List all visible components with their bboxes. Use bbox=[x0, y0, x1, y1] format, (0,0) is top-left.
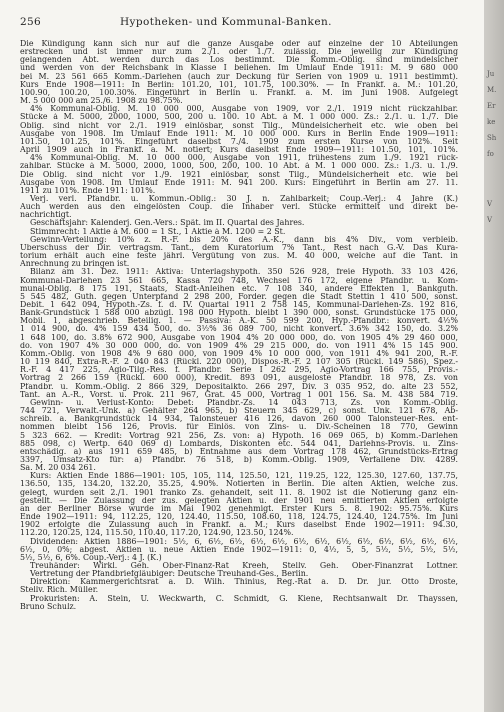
text-line: 10 119 840, Extra-R.-F. 2 040 843 (Rückl. 220 000), Dispos.-R.-F. 2 107 305 (Rückl. 149 586), Spez.- bbox=[20, 358, 458, 367]
text-line: do. von 1907 4% 30 000 000, do. von 1909 4% 29 215 000, do. von 1911 4% 15 145 900. bbox=[20, 341, 458, 350]
page-number: 256 bbox=[20, 16, 41, 28]
text-line: und werden von der Reichsbank in Klasse I beliehen. Im Umlauf Ende 1911: M. 9 680 000 bbox=[20, 64, 458, 73]
text-line: Ausgabe von 1908. Im Umlauf Ende 1911: M. 941 200. Kurs: Eingeführt in Berlin am 27. 11. bbox=[20, 178, 458, 187]
text-line: M. 5 000 000 am 25./6. 1908 zu 98.75%. bbox=[20, 97, 183, 106]
text-line: Direktion: Kammergerichtsrat a. D. Wilh. Thinius, Reg.-Rat a. D. Dr. jur. Otto Droste, bbox=[30, 578, 458, 587]
text-line: Verj. verl. Pfandbr. u. Kommun.-Oblig.: 30 J. n. Zahlbarkeit; Coup.-Verj.: 4 Jahre (K.) bbox=[30, 194, 458, 203]
text-line: Stimmrecht: 1 Aktie à M. 600 = 1 St., 1 Aktie à M. 1200 = 2 St. bbox=[30, 227, 286, 236]
text-line: Debit. 1 642 094, Hypoth.-Zs. f. d. IV. Quartal 1911 2 758 145, Kommunal-Darlehen-Zs. 192 816, bbox=[20, 301, 458, 309]
text-line: Auch werden aus den eingelösten Coup. die Inhaber verl. Stücke ermittelt und direkt be- bbox=[20, 203, 458, 212]
text-line: 100.90, 100.20, 100.30%. Eingeführt in Berlin u. Frankf. a. M. im Juni 1908. Aufgelegt bbox=[20, 88, 458, 97]
text-line: Pfandbr. u. Komm.-Oblig. 2 866 329, Depositalkto. 266 297, Div. 3 035 952, do. alte 23 552, bbox=[20, 382, 458, 391]
text-line: Bank-Grundstück 1 588 000 abzügl. 198 000 Hypoth. bleibt 1 390 000, sonst. Grundstücke 175 000, bbox=[20, 309, 458, 318]
text-line: nachrichtigt. bbox=[20, 211, 72, 220]
text-line: Ausgabe von 1908. Im Umlauf Ende 1911: M. 10 000 000. Kurs in Berlin Ende 1909—1911: bbox=[20, 129, 458, 138]
text-line: Mobil. 1, abgeschrieb. Beteilig. 1. — Passiva: A.-K. 50 599 200, Hyp.-Pfandbr.: konvert. 4½% bbox=[20, 317, 458, 326]
text-line: Ende 1902—1911: 94, 112.25, 120, 124.40, 115.50, 108.60, 118, 124.75, 124.40, 124.75%. Im Juni bbox=[20, 513, 458, 522]
running-title: Hypotheken- und Kommunal-Banken. bbox=[120, 16, 332, 28]
text-line: Vortrag 2 266 159 (Rückl. 600 000), Kredit. 893 091, ausgeloste Pfandbr. 18 978, Zs. von bbox=[20, 374, 458, 383]
text-line: Treuhänder: Wirkl. Geh. Ober-Finanz-Rat Kreeh, Stellv. Geh. Ober-Finanzrat Lottner. bbox=[30, 562, 458, 570]
text-line: Oblig. sind nicht vor 2./1. 1919 einlösbar, sonst Tilg., Mündelsicherheit etc. wie oben bei bbox=[20, 121, 458, 130]
text-line: 5 323 662. — Kredit: Vortrag 921 256, Zs. von: a) Hypoth. 16 069 065, b) Komm.-Darlehen bbox=[20, 431, 458, 440]
text-line: April 1909 auch in Frankf. a. M. notiert; Kurs daselbst Ende 1909—1911: 101.50, 101, 101%. bbox=[20, 146, 458, 155]
text-line: 5 545 482, Guth. gegen Unterpfand 2 298 200, Forder. gegen die Stadt Stettin 1 410 500, sonst. bbox=[20, 292, 458, 301]
text-line: Stücke à M. 5000, 2000, 1000, 500, 200 u. 100. 10 Abt. à M. 1 000 000. Zs.: 2./1. u. 1./7. Die bbox=[20, 113, 458, 122]
text-line: an der Berliner Börse wurde im Mai 1902 genehmigt. Erster Kurs 5. 8. 1902: 95.75%. Kurs bbox=[20, 504, 458, 513]
text-line: 4% Kommunal-Oblig. M. 10 000 000, Ausgabe von 1909, vor 2./1. 1919 nicht rückzahlbar. bbox=[30, 105, 458, 114]
text-line: Überschuss der Dir. vertragsm. Tant., dem Kuratorium 7% Tant., Rest nach G.-V. Das Kura- bbox=[20, 243, 458, 252]
text-line: Anrechnung zu bringen ist. bbox=[20, 260, 130, 269]
text-line: 1 014 900, do. 4% 159 434 500, do. 3½% 36 089 700, nicht konvert. 3.6% 342 150, do. 3.2% bbox=[20, 325, 458, 334]
text-line: gelegt, wurden seit 2./1. 1901 franko Zs. gehandelt, seit 11. 8. 1902 ist die Notierung ganz ein- bbox=[20, 488, 458, 497]
text-line: 1 648 100, do. 3.8% 672 900, Ausgabe von 1904 4% 20 000 000, do. von 1905 4% 29 460 000, bbox=[20, 333, 458, 342]
text-line: gestellt. — Die Zulassung der zus. gelegten Aktien u. der 1901 neu emittierten Aktien erfolgte bbox=[20, 496, 458, 505]
text-line: zahlbar. Stücke à M. 5000, 2000, 1000, 500, 200, 100. 10 Abt. à M. 1 000 000. Zs.: 1./3. u. 1./9. bbox=[20, 162, 458, 171]
text-line: 3397, Umsatz-Kto für: a) Pfandbr. 76 518, b) Komm.-Oblig. 1909, Verfallene Div. 4289. bbox=[20, 455, 458, 464]
text-line: Vertretung der Pfandbriefgläubiger: Deutsche Treuhand-Ges., Berlin. bbox=[30, 570, 309, 579]
text-line: 136.50, 135, 134.20, 132.20, 35.25, 4.90%. Notierten in Berlin. Die alten Aktien, welche zus. bbox=[20, 480, 458, 489]
text-line: Kommunal-Darlehen 23 561 665, Kassa 720 748, Wechsel 176 172, eigene Pfandbr. u. Kom- bbox=[20, 276, 458, 285]
page-header bbox=[20, 16, 460, 30]
text-line: R.-F. 4 417 225, Agio-Tilg.-Res. f. Pfandbr. Serie I 262 295, Agio-Vortrag 166 755, Provis.- bbox=[20, 366, 458, 375]
facing-page-edge: Ju M. Er ke Sh fo V V bbox=[484, 0, 504, 712]
text-line: 1902 erfolgte die Zulassung auch in Frankf. a. M.; Kurs daselbst Ende 1902—1911: 94.30, bbox=[20, 521, 458, 530]
text-line: 112.20, 120.25, 124, 115.50, 110.40, 117.20, 124.90, 123.50, 124%. bbox=[20, 529, 294, 538]
text-line: entschädig. a) aus 1911 659 485, b) Entnahme aus dem Vortrag 178 462, Grundstücks-Ertrag bbox=[20, 447, 458, 456]
text-line: bei M. 23 561 665 Komm.-Darlehen (auch zur Deckung für Serien von 1909 u. 1911 bestimmt). bbox=[20, 72, 458, 81]
text-line: 5½, 5½, 6, 6%. Coup.-Verj.: 4 J. (K.) bbox=[20, 553, 162, 562]
text-line: Tant. an A.-R., Vorst. u. Prok. 211 967, Grat. 45 000, Vortrag 1 001 156. Sa. M. 438 584 719. bbox=[20, 390, 458, 399]
text-line: Kurs: Aktien Ende 1886—1901: 105, 105, 114, 125.50, 121, 119.25, 122, 125.30, 127.60, 137.75, bbox=[30, 472, 458, 481]
text-line: Gewinn-Verteilung: 10% z. R.-F. bis 20% des A.-K., dann bis 4% Div., vom verbleib. bbox=[30, 235, 458, 244]
text-line: Die Oblig. sind nicht vor 1./9. 1921 einlösbar, sonst Tilg., Mündelsicherheit etc. wie bei bbox=[20, 170, 458, 179]
text-line: Bruno Schulz. bbox=[20, 602, 77, 611]
text-line: 1911 zu 101%. Ende 1911: 101%. bbox=[20, 186, 156, 195]
text-line: Die Kündigung kann sich nur auf die ganze Ausgabe oder auf einzelne der 10 Abteilungen bbox=[20, 40, 458, 48]
text-line: erstrecken und ist immer nur zum 2./1. oder 1./7. zulässig. Die jeweilig zur Kündigung bbox=[20, 48, 458, 57]
text-line: 101.50, 101.25, 101%. Eingeführt daselbst 7./4. 1909 zum ersten Kurse von 102%. Seit bbox=[20, 137, 458, 146]
text-line: 6½, 0, 0%; abgest. Aktien u. neue Aktien Ende 1902—1911: 0, 4½, 5, 5, 5½, 5½, 5½, 5½, bbox=[20, 545, 458, 554]
text-line: Prokuristen: A. Stein, U. Weckwarth, C. Schmidt, G. Kiene, Rechtsanwalt Dr. Thayssen, bbox=[30, 594, 458, 603]
text-line: Gewinn- u. Verlust-Konto: Debet: Pfandbr.-Zs. 14 043 713, Zs. von Komm.-Oblig. bbox=[30, 398, 458, 407]
text-line: schreib. a. Bankgrundstück 14 934, Talonsteuer 416 126, davon 260 000 Talonsteuer-Res. ent- bbox=[20, 415, 458, 424]
text-line: gelangenden Abt. werden durch das Los bestimmt. Die Komm.-Oblig. sind mündelsicher bbox=[20, 56, 458, 65]
text-line: Dividenden: Aktien 1886—1901: 5½, 6, 6½, 6½, 6½, 6½, 6½, 6½, 6½, 6½, 6½, 6½, 6½, 6½, bbox=[30, 537, 458, 546]
text-line: 744 721, Verwalt.-Unk. a) Gehälter 264 965, b) Steuern 345 629, c) sonst. Unk. 121 678, Ab- bbox=[20, 407, 458, 416]
body-text bbox=[20, 40, 458, 611]
text-line: 885 098, c) Wertp. 640 069 d) Lombards, Diskonten etc. 544 041, Darlehns-Provis. u. Zins- bbox=[20, 439, 458, 448]
text-line: nommen bleibt 156 126, Provis. für Einlös. von Zins- u. Div.-Scheinen 18 770, Gewinn bbox=[20, 423, 458, 432]
text-line: Bilanz am 31. Dez. 1911: Aktiva: Unterlagshypoth. 350 526 928, freie Hypoth. 33 103 426, bbox=[30, 268, 458, 277]
text-line: 4% Kommunal-Oblig. M. 10 000 000, Ausgabe von 1911, frühestens zum 1./9. 1921 rück- bbox=[30, 154, 458, 163]
text-line: torium erhält auch eine feste jährl. Vergütung von zus. M. 40 000, welche auf die Tant. in bbox=[20, 252, 458, 261]
text-line: Sa. M. 20 034 261. bbox=[20, 464, 96, 473]
text-line: Geschäftsjahr: Kalenderj. Gen.-Vers.: Spät. im II. Quartal des Jahres. bbox=[30, 219, 305, 228]
text-line: munal-Oblig. 8 175 191, Staats, Stadt-Anleihen etc. 7 108 340, andere Effekten 1, Bankguth. bbox=[20, 284, 458, 293]
text-line: Stellv. Rich. Müller. bbox=[20, 586, 99, 595]
text-line: Komm.-Oblig. von 1908 4% 9 680 000, von 1909 4% 10 000 000, von 1911 4% 941 200, R.-F. bbox=[20, 349, 458, 358]
text-line: Kurs Ende 1908—1911: In Berlin: 101.20, 101, 101.75, 100.30%. — In Frankf. a. M.: 101.20, bbox=[20, 80, 458, 89]
